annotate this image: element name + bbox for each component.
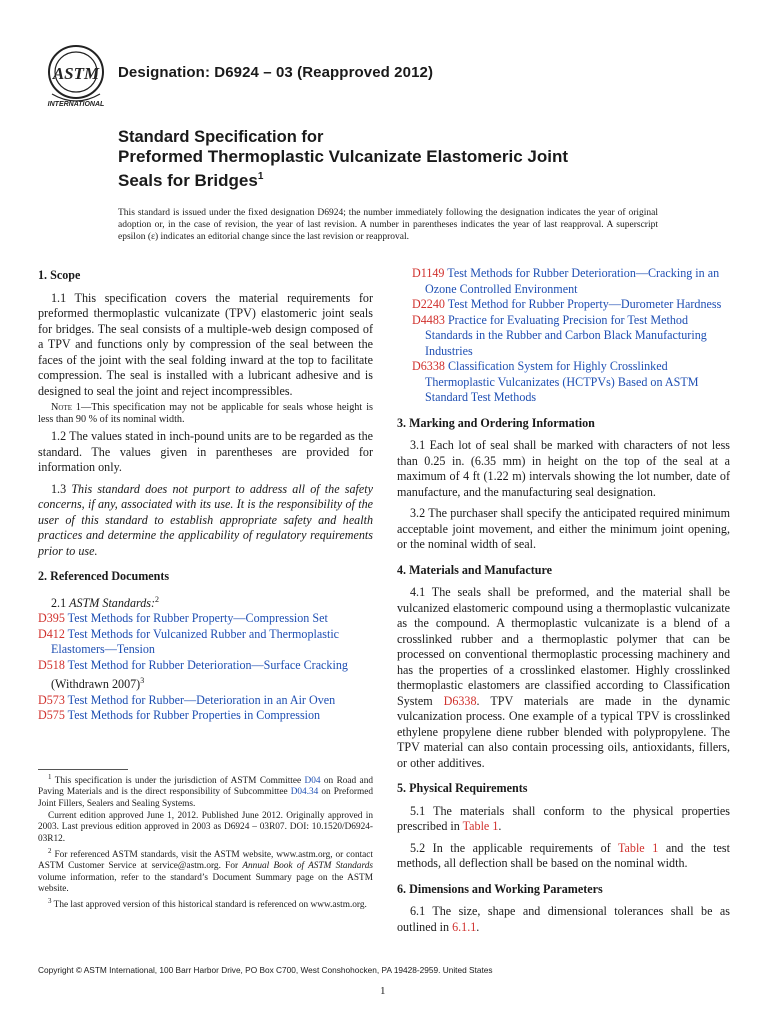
section-6-1-1-link[interactable]: 6.1.1: [452, 919, 477, 934]
committee-d04-link[interactable]: D04: [304, 776, 321, 787]
table-1-link[interactable]: Table 1: [462, 819, 499, 833]
section-1-heading: 1. Scope: [38, 268, 81, 282]
footnote-1-edition: Current edition approved June 1, 2012. Published June 2012. Originally approved in 2003. Last previous edition approved in 2003 as D6924 – 03R07. DOI: 10.1520/D6924-03R12.: [38, 810, 373, 844]
para-5-1: 5.1 The materials shall conform to the physical properties prescribed in Table 1.: [397, 803, 730, 833]
page-number: 1: [380, 985, 386, 997]
note-1: Note 1—This specification may not be applicable for seals whose height is less than 90 % of its nominal width.: [38, 402, 373, 426]
ref-d575[interactable]: D575 Test Methods for Rubber Properties in Compression: [38, 708, 321, 723]
para-6-1: 6.1 The size, shape and dimensional tolerances shall be as outlined in 6.1.1.: [397, 904, 730, 934]
ref-d573[interactable]: D573 Test Method for Rubber—Deterioration in an Air Oven: [38, 692, 336, 707]
footnote-divider: [38, 769, 128, 770]
title-line-3: Seals for Bridges$^1$: [118, 171, 264, 190]
title-line-1: Standard Specification for: [118, 128, 324, 146]
svg-text:ASTM: ASTM: [52, 64, 100, 83]
astm-logo-graphic: [40, 42, 112, 110]
section-6-heading: 6. Dimensions and Working Parameters: [397, 881, 603, 896]
section-2-heading: 2. Referenced Documents: [38, 569, 170, 584]
designation: Designation: D6924 – 03 (Reapproved 2012): [118, 64, 434, 81]
title-line-2: Preformed Thermoplastic Vulcanizate Elastomeric Joint: [118, 147, 569, 166]
section-5-heading: 5. Physical Requirements: [397, 781, 528, 795]
d6338-link[interactable]: D6338: [443, 693, 477, 708]
ref-d412[interactable]: D412 Test Methods for Vulcanized Rubber and Thermoplastic Elastomers—Tension: [38, 626, 340, 657]
left-column: [38, 268, 373, 724]
ref-d518[interactable]: D518 Test Method for Rubber Deterioration—Surface Cracking (Withdrawn 2007)$^3$: [38, 657, 348, 692]
para-1-3: 1.3 This standard does not purport to address all of the safety concerns, if any, associated with its use. It is the responsibility of the user of this standard to establish appropriate safety and health practices and determine the applicability of regulatory requirements prior to use.: [38, 481, 373, 558]
section-4-heading: 4. Materials and Manufacture: [397, 562, 552, 577]
table-1-link[interactable]: Table 1: [617, 840, 659, 855]
footnote-3: $^3$ The last approved version of this historical standard is referenced on www.astm.org.: [48, 897, 367, 911]
para-4-1: 4.1 The seals shall be preformed, and the material shall be vulcanized elastomeric compound using a thermoplastic vulcanizate as the compound. A thermoplastic vulcanizate is a blend of a crosslinked rubber and a thermoplastic polymer that can be processed on conventional thermoplastic processing machinery and has the properties of a crosslinked elastomer. Highly crosslinked thermoplastic elastomers are classified according to Classification System D6338. TPV materials are made in the dynamic vulcanization process. One example of a typical TPV is crosslinked ethylene propylene diene rubber blended with polypropylene. The TPV material can also contain processing oils, antioxidants, fillers, or other additives.: [397, 585, 730, 770]
right-column: [397, 266, 730, 935]
para-1-2: 1.2 The values stated in inch-pound units are to be regarded as the standard. The values given in parentheses are provided for information only.: [38, 429, 373, 475]
standard-issue-note: This standard is issued under the fixed designation D6924; the number immediately following the designation indicates the year of original adoption or, in the case of revision, the year of last revision. A number in parentheses indicates the year of last reapproval. A superscript epsilon (ε) indicates an editorial change since the last revision or reapproval.: [118, 208, 658, 242]
svg-text:INTERNATIONAL: INTERNATIONAL: [47, 101, 105, 108]
footnote-1: $^1$ This specification is under the jurisdiction of ASTM Committee D04 on Road and Paving Materials and is the direct responsibility of Subcommittee D04.34 on Preformed Joint Fillers, Sealers and Sealing Systems.: [38, 773, 373, 809]
para-3-1: 3.1 Each lot of seal shall be marked with characters of not less than 0.25 in. (6.35 mm) in height on the top of the seal at a maximum of 4 ft (1.22 m) intervals showing the lot number, date of manufacture, and the manufacturing seal designation.: [397, 438, 730, 499]
ref-d2240[interactable]: D2240 Test Method for Rubber Property—Durometer Hardness: [412, 297, 722, 311]
ref-d395[interactable]: D395 Test Methods for Rubber Property—Compression Set: [38, 611, 328, 626]
copyright-footer: Copyright © ASTM International, 100 Barr Harbor Drive, PO Box C700, West Conshohocken, PA 19428-2959. United States: [38, 965, 493, 975]
para-3-2: 3.2 The purchaser shall specify the anticipated required minimum acceptable joint movement, and either the minimum joint opening, or the nominal width of seal.: [397, 506, 730, 551]
footnote-2: $^2$ For referenced ASTM standards, visit the ASTM website, www.astm.org, or contact ASTM Customer Service at service@astm.org. For Annual Book of ASTM Standards volume information, refer to the standard’s Document Summary page on the ASTM website.: [38, 846, 374, 894]
astm-logo: [40, 42, 112, 110]
subcommittee-d04-34-link[interactable]: D04.34: [290, 787, 319, 798]
footnotes: [38, 772, 373, 913]
astm-standards-label: 2.1 ASTM Standards:$^2$: [51, 594, 160, 610]
ref-d6338[interactable]: D6338 Classification System for Highly Crosslinked Thermoplastic Vulcanizates (HCTPVs) Based on ASTM Standard Test Methods: [412, 359, 699, 404]
para-5-2: 5.2 In the applicable requirements of Table 1 and the test methods, all deflection shall be based on the nominal width.: [397, 840, 730, 870]
title-footnote-ref[interactable]: 1: [257, 171, 264, 182]
para-1-1: 1.1 This specification covers the material requirements for preformed thermoplastic vulcanizate (TPV) elastomeric joint seals for bridges. The seal consists of a multiple-web design composed of a TPV and functions only by compression of the seal between the faces of the joint with the seal folding inward at the top to facilitate compression. The seal is installed with a lubricant adhesive and is designed to seal the joint and reject incompressibles.: [38, 290, 373, 398]
ref-d4483[interactable]: D4483 Practice for Evaluating Precision for Test Method Standards in the Rubber and Carbon Black Manufacturing Industries: [412, 312, 707, 358]
document-title: [118, 127, 568, 191]
ref-d1149[interactable]: D1149 Test Methods for Rubber Deterioration—Cracking in an Ozone Controlled Environment: [412, 266, 720, 296]
section-3-heading: 3. Marking and Ordering Information: [397, 415, 595, 430]
